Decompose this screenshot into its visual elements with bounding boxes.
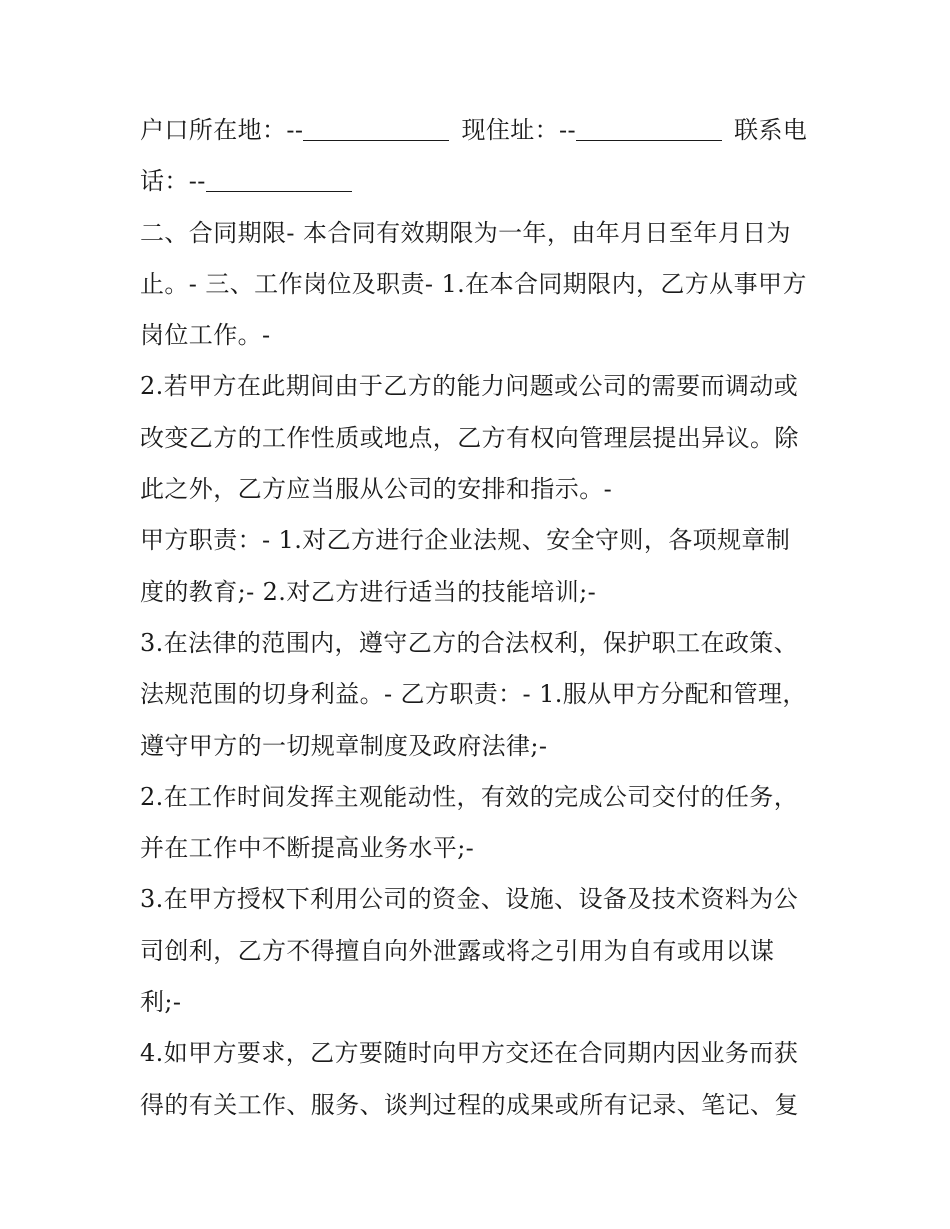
hukou-label: 户口所在地：--	[140, 116, 304, 144]
address-blank	[576, 139, 722, 141]
text-line: 利;-	[140, 988, 182, 1017]
text-line: 得的有关工作、服务、谈判过程的成果或所有记录、笔记、复	[140, 1090, 799, 1119]
document-body	[140, 105, 812, 1131]
text-line: 甲方职责：- 1.对乙方进行企业法规、安全守则，各项规章制	[140, 526, 791, 555]
phone-label-part1: 联系电	[734, 116, 808, 144]
text-line: 3.在法律的范围内，遵守乙方的合法权利，保护职工在政策、	[140, 628, 799, 657]
text-line: 止。- 三、工作岗位及职责- 1.在本合同期限内，乙方从事甲方	[140, 269, 807, 298]
text-line: 3.在甲方授权下利用公司的资金、设施、设备及技术资料为公	[140, 885, 799, 914]
text-line: 2.在工作时间发挥主观能动性，有效的完成公司交付的任务，	[140, 782, 799, 811]
text-line: 二、合同期限- 本合同有效期限为一年，由年月日至年月日为	[140, 218, 791, 247]
text-line: 岗位工作。-	[140, 321, 271, 350]
text-line: 并在工作中不断提高业务水平;-	[140, 834, 475, 863]
text-line: 遵守甲方的一切规章制度及政府法律;-	[140, 731, 548, 760]
phone-label-part2: 话：--	[140, 167, 206, 196]
text-line: 此之外，乙方应当服从公司的安排和指示。-	[140, 475, 613, 504]
text-line: 司创利，乙方不得擅自向外泄露或将之引用为自有或用以谋	[140, 936, 775, 965]
text-line: 4.如甲方要求，乙方要随时向甲方交还在合同期内因业务而获	[140, 1039, 799, 1068]
text-line: 度的教育;- 2.对乙方进行适当的技能培训;-	[140, 577, 597, 606]
text-line: 法规范围的切身利益。- 乙方职责：- 1.服从甲方分配和管理，	[140, 680, 807, 709]
text-line: 2.若甲方在此期间由于乙方的能力问题或公司的需要而调动或	[140, 372, 799, 401]
phone-line	[140, 156, 812, 207]
phone-blank	[206, 190, 352, 192]
address-label: 现住址：--	[461, 116, 577, 144]
hukou-blank	[303, 139, 449, 141]
personal-info-line	[140, 105, 812, 156]
text-line: 改变乙方的工作性质或地点，乙方有权向管理层提出异议。除	[140, 423, 799, 452]
